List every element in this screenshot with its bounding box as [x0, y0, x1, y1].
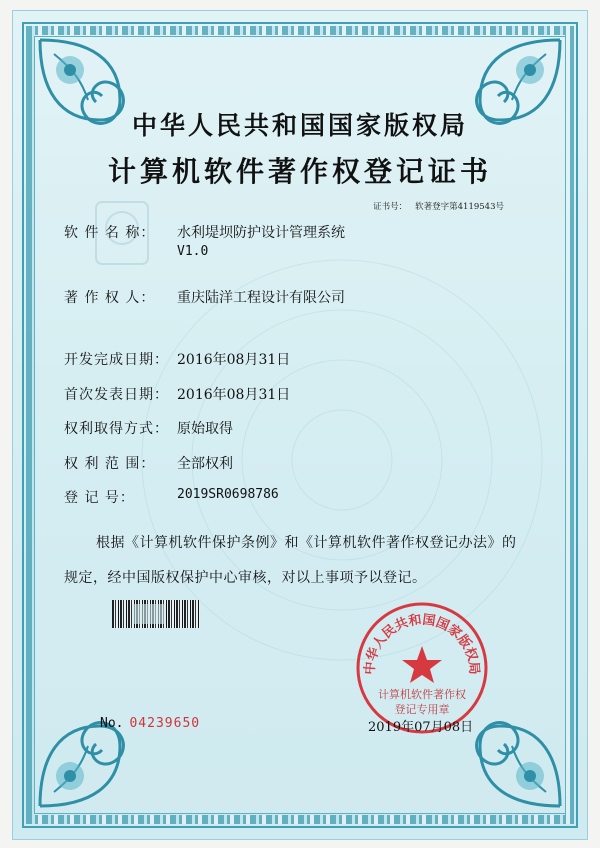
field-copyright-owner: [64, 287, 345, 307]
field-label: 权利取得方式：: [64, 421, 169, 437]
field-publication-date: [64, 384, 290, 404]
seal-ring-text: 中华人民共和国国家版权局: [362, 612, 482, 676]
seal-line2: 登记专用章: [394, 703, 450, 716]
issue-date: 2019年07月08日: [368, 720, 474, 735]
star-icon: [402, 646, 442, 683]
serial-label: No.: [100, 716, 124, 731]
field-value-version: V1.0: [177, 244, 209, 259]
field-value: 重庆陆洋工程设计有限公司: [177, 290, 345, 306]
legal-basis-line2: 规定，经中国版权保护中心审核，对以上事项予以登记。: [64, 570, 427, 586]
field-value: 水利堤坝防护设计管理系统: [177, 225, 345, 241]
certificate-title: 计算机软件著作权登记证书: [107, 155, 492, 188]
field-label: 登 记 号：: [64, 490, 135, 506]
certificate-number-value: 软著登字第4119543号: [415, 202, 504, 212]
field-registration-number: [64, 487, 279, 507]
issuer-title: 中华人民共和国国家版权局: [131, 111, 468, 140]
serial-value: 04239650: [129, 716, 201, 731]
barcode-icon: [112, 600, 200, 628]
serial-number: [100, 716, 200, 731]
field-completion-date: [64, 349, 290, 369]
field-rights-scope: [64, 453, 233, 473]
field-software-name: [64, 222, 345, 259]
seal-line1: 计算机软件著作权: [378, 688, 466, 701]
field-label: 软 件 名 称：: [64, 225, 156, 241]
field-value: 全部权利: [177, 456, 233, 472]
field-label: 权 利 范 围：: [64, 456, 156, 472]
field-acquisition-method: [64, 418, 233, 438]
legal-basis-line1: 根据《计算机软件保护条例》和《计算机软件著作权登记办法》的: [96, 535, 517, 551]
certificate-number-label: 证书号：: [373, 202, 408, 212]
field-value: 2019SR0698786: [177, 487, 279, 502]
certificate-number: [373, 200, 504, 212]
field-label: 著 作 权 人：: [64, 290, 156, 306]
field-label: 首次发表日期：: [64, 387, 169, 403]
field-value: 2016年08月31日: [177, 387, 291, 403]
field-value: 原始取得: [177, 421, 233, 437]
field-value: 2016年08月31日: [177, 352, 291, 368]
field-label: 开发完成日期：: [64, 352, 169, 368]
